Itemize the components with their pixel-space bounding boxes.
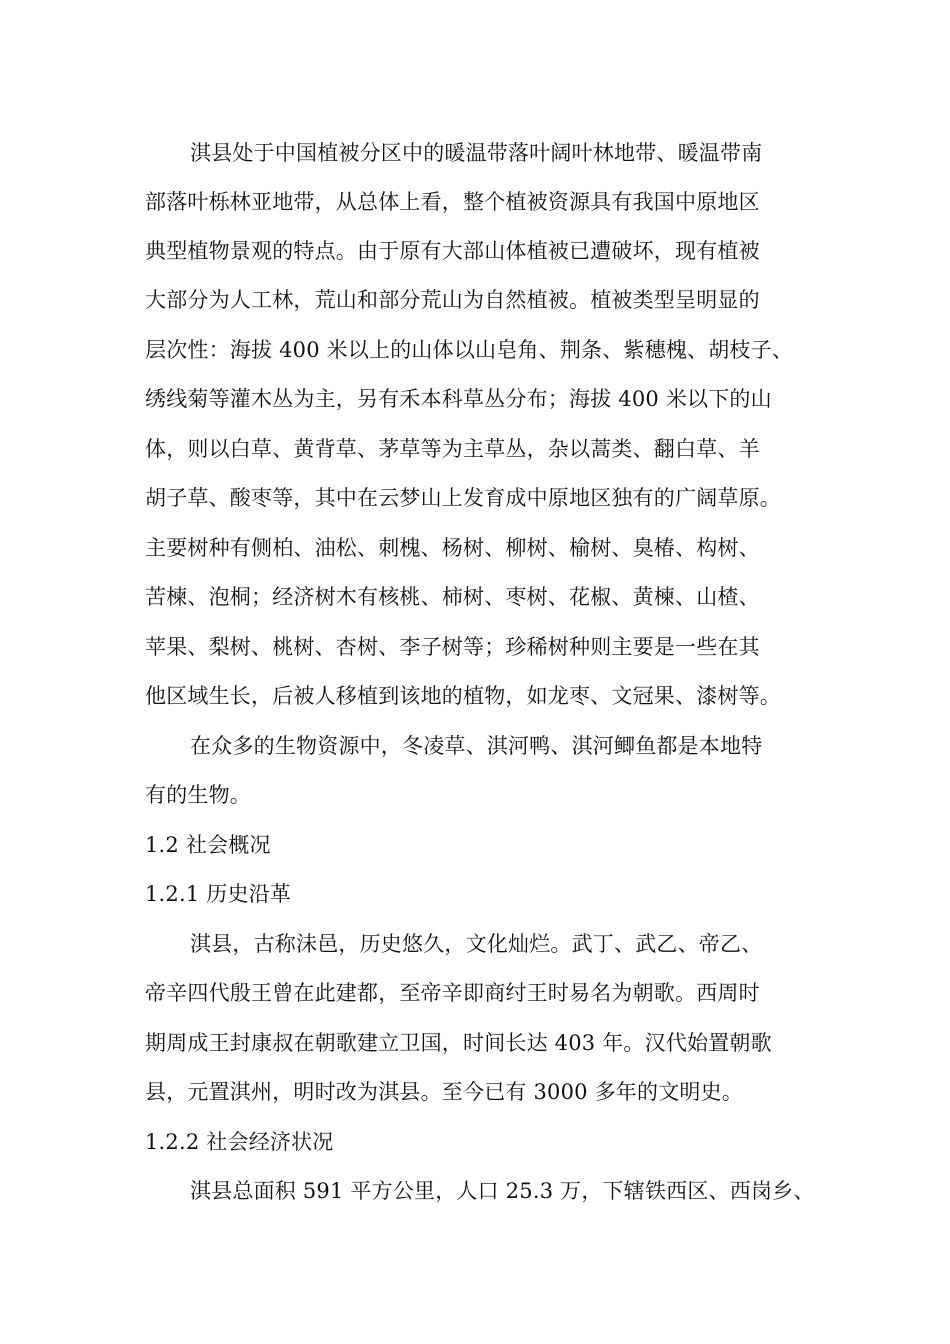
text-line: 县，元置淇州，明时改为淇县。至今已有 3000 多年的文明史。: [145, 1080, 743, 1104]
text-line: 他区域生长，后被人移植到该地的植物，如龙枣、文冠果、漆树等。: [145, 684, 781, 708]
text-line: 典型植物景观的特点。由于原有大部山体植被已遭破坏，现有植被: [145, 239, 760, 263]
text-line: 体，则以白草、黄背草、茅草等为主草丛，杂以蒿类、翻白草、羊: [145, 437, 760, 461]
text-line: 帝辛四代殷王曾在此建都，至帝辛即商纣王时易名为朝歌。西周时: [145, 981, 760, 1005]
text-line: 在众多的生物资源中，冬凌草、淇河鸭、淇河鲫鱼都是本地特: [190, 734, 763, 758]
subsection-heading: 1.2.2 社会经济状况: [145, 1130, 334, 1154]
text-line: 部落叶栎林亚地带，从总体上看，整个植被资源具有我国中原地区: [145, 190, 760, 214]
section-heading: 1.2 社会概况: [145, 833, 271, 857]
text-line: 淇县，古称沬邑，历史悠久，文化灿烂。武丁、武乙、帝乙、: [190, 932, 763, 956]
text-line: 大部分为人工林，荒山和部分荒山为自然植被。植被类型呈明显的: [145, 288, 760, 312]
text-line: 绣线菊等灌木丛为主，另有禾本科草丛分布；海拔 400 米以下的山: [145, 387, 772, 411]
subsection-heading: 1.2.1 历史沿革: [145, 882, 292, 906]
text-line: 胡子草、酸枣等，其中在云梦山上发育成中原地区独有的广阔草原。: [145, 486, 781, 510]
text-line: 有的生物。: [145, 783, 251, 807]
text-line: 主要树种有侧柏、油松、刺槐、杨树、柳树、榆树、臭椿、构树、: [145, 536, 760, 560]
text-line: 淇县处于中国植被分区中的暖温带落叶阔叶林地带、暖温带南: [190, 141, 763, 165]
text-line: 苹果、梨树、桃树、杏树、李子树等；珍稀树种则主要是一些在其: [145, 635, 760, 659]
text-line: 层次性：海拔 400 米以上的山体以山皂角、荆条、紫穗槐、胡枝子、: [145, 338, 794, 362]
text-line: 淇县总面积 591 平方公里，人口 25.3 万，下辖铁西区、西岗乡、: [190, 1179, 815, 1203]
text-line: 期周成王封康叔在朝歌建立卫国，时间长达 403 年。汉代始置朝歌: [145, 1031, 772, 1055]
text-line: 苦楝、泡桐；经济树木有核桃、柿树、枣树、花椒、黄楝、山楂、: [145, 585, 760, 609]
